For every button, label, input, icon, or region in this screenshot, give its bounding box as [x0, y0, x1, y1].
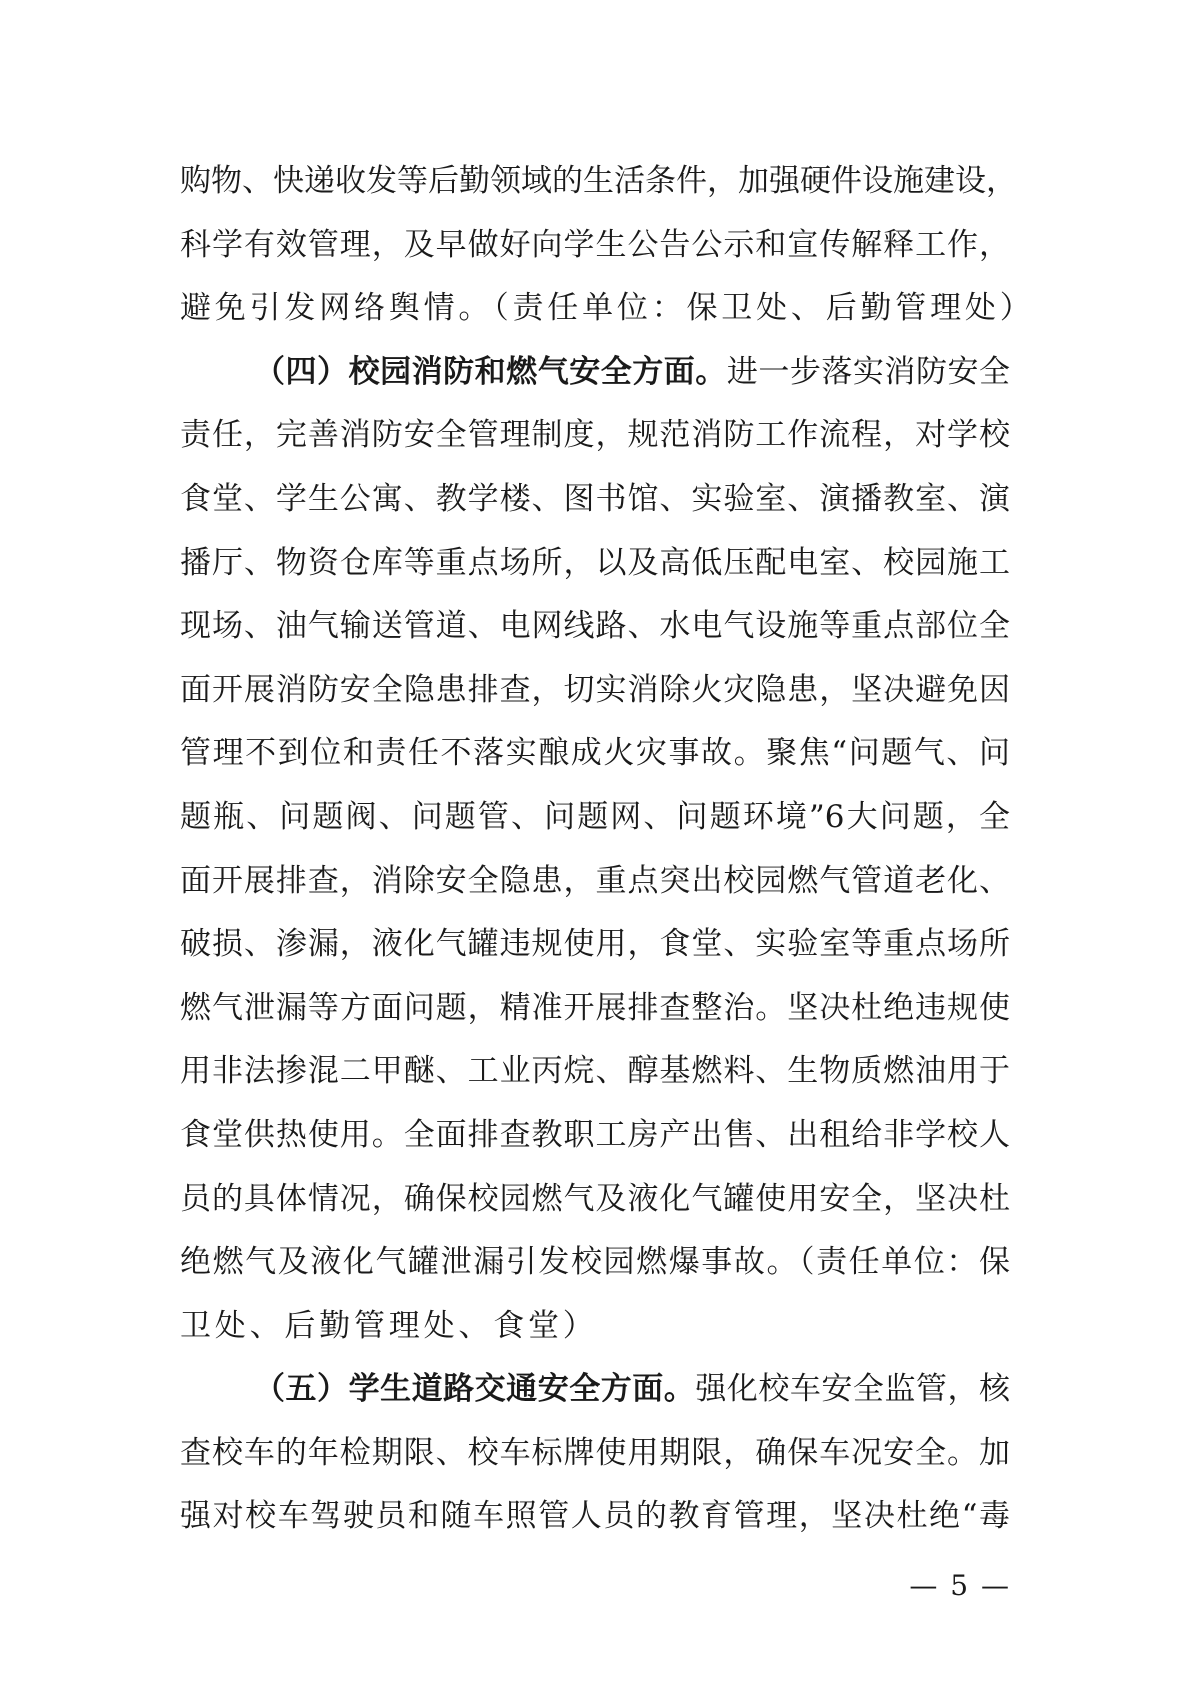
text-line: 面开展排查，消除安全隐患，重点突出校园燃气管道老化、 [180, 862, 1010, 899]
text-line: 强对校车驾驶员和随车照管人员的教育管理，坚决杜绝“毒 [180, 1498, 1010, 1535]
text-line: 破损、渗漏，液化气罐违规使用，食堂、实验室等重点场所 [180, 926, 1010, 963]
text-line: 播厅、物资仓库等重点场所，以及高低压配电室、校园施工 [180, 544, 1010, 581]
section-5-heading: （五）学生道路交通安全方面。 [254, 1371, 696, 1408]
section-5-lead-text: 强化校车安全监管，核 [695, 1371, 1011, 1408]
text-line: 用非法掺混二甲醚、工业丙烷、醇基燃料、生物质燃油用于 [180, 1053, 1010, 1090]
text-line: 管理不到位和责任不落实酿成火灾事故。聚焦“问题气、问 [180, 735, 1010, 772]
text-line: 查校车的年检期限、校车标牌使用期限，确保车况安全。加 [180, 1434, 1010, 1471]
text-line: 卫处、后勤管理处、食堂） [180, 1307, 598, 1344]
text-line: 科学有效管理，及早做好向学生公告公示和宣传解释工作， [180, 226, 1010, 263]
text-line: 责任，完善消防安全管理制度，规范消防工作流程，对学校 [180, 417, 1010, 454]
text-line: 面开展消防安全隐患排查，切实消除火灾隐患，坚决避免因 [180, 671, 1010, 708]
section-4-first-line [180, 341, 1010, 405]
section-5-first-line [180, 1358, 1010, 1422]
text-line: 员的具体情况，确保校园燃气及液化气罐使用安全，坚决杜 [180, 1180, 1010, 1217]
text-line: 食堂、学生公寓、教学楼、图书馆、实验室、演播教室、演 [180, 480, 1010, 517]
text-line: 避免引发网络舆情。（责任单位：保卫处、后勤管理处） [180, 290, 1035, 327]
section-4-heading: （四）校园消防和燃气安全方面。 [254, 353, 727, 390]
text-line: 绝燃气及液化气罐泄漏引发校园燃爆事故。（责任单位：保 [180, 1244, 1010, 1281]
text-line: 燃气泄漏等方面问题，精准开展排查整治。坚决杜绝违规使 [180, 989, 1010, 1026]
section-4-lead-text: 进一步落实消防安全 [726, 353, 1011, 390]
text-line: 现场、油气输送管道、电网线路、水电气设施等重点部位全 [180, 608, 1010, 645]
text-line: 食堂供热使用。全面排查教职工房产出售、出租给非学校人 [180, 1116, 1010, 1153]
text-line: 购物、快递收发等后勤领域的生活条件，加强硬件设施建设， [180, 163, 1017, 199]
text-line: 题瓶、问题阀、问题管、问题网、问题环境”6大问题，全 [180, 798, 1010, 835]
body-text [180, 150, 1035, 1549]
page-number: — 5 — [909, 1569, 1011, 1602]
